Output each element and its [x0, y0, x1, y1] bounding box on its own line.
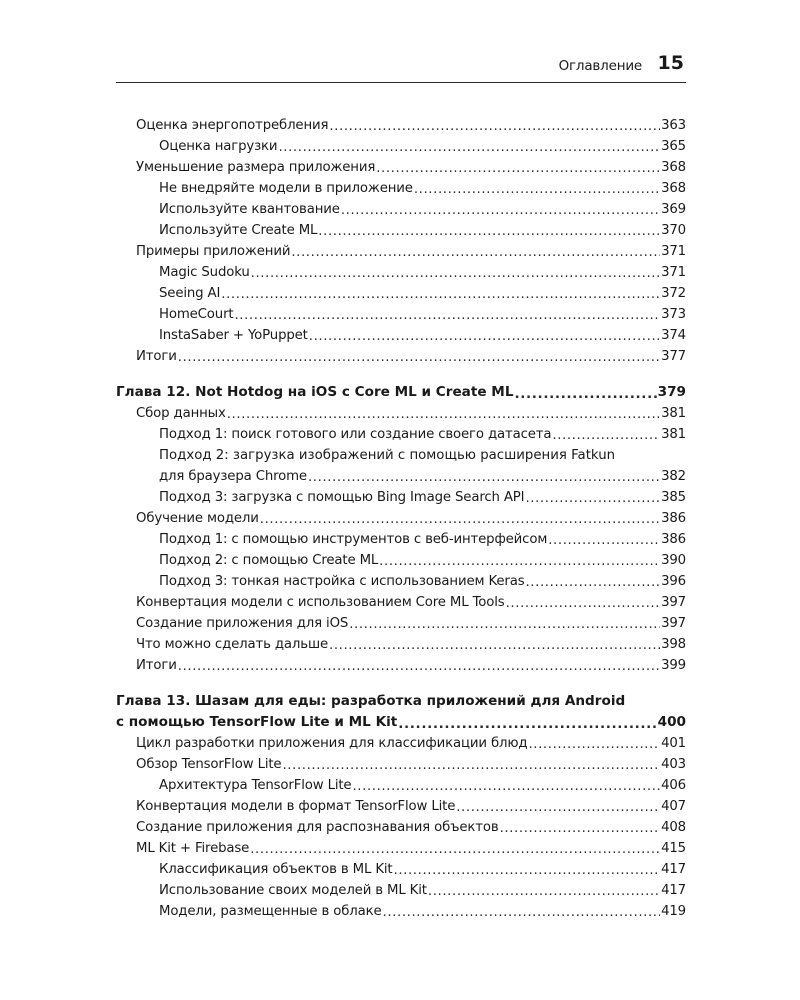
- toc-entry[interactable]: [116, 157, 686, 178]
- toc-entry[interactable]: [116, 178, 686, 199]
- leader-dots: [221, 286, 660, 304]
- toc-page-number: 381: [661, 406, 686, 421]
- toc-entry-label: Используйте Create ML: [159, 223, 318, 238]
- running-header: [116, 52, 686, 80]
- page-number: 15: [657, 52, 684, 74]
- toc-entry-label: Использование своих моделей в ML Kit: [159, 883, 427, 898]
- toc-entry[interactable]: [116, 655, 686, 676]
- toc-section-chapter-13: [116, 733, 686, 922]
- toc-entry-label: Что можно сделать дальше: [136, 637, 328, 652]
- toc-entry-label: Подход 1: с помощью инструментов с веб-интерфейсом: [159, 532, 548, 547]
- toc-entry[interactable]: [116, 754, 686, 775]
- toc-entry-label: Оценка нагрузки: [159, 139, 278, 154]
- toc-entry[interactable]: [116, 487, 686, 508]
- leader-dots: [398, 715, 656, 733]
- toc-page-number: 368: [661, 181, 686, 196]
- leader-dots: [500, 820, 660, 838]
- toc-chapter-label-line2: с помощью TensorFlow Lite и ML Kit: [116, 714, 398, 730]
- toc-page-number: 365: [661, 139, 686, 154]
- toc-page-number: 385: [661, 490, 686, 505]
- toc-page-number: 372: [661, 286, 686, 301]
- toc-entry-label: Создание приложения для распознавания объектов: [136, 820, 499, 835]
- toc-entry-label: Итоги: [136, 349, 177, 364]
- toc-page-number: 381: [661, 427, 686, 442]
- leader-dots: [341, 202, 660, 220]
- toc-entry-label: Модели, размещенные в облаке: [159, 904, 382, 919]
- toc-page-number: 397: [661, 595, 686, 610]
- leader-dots: [349, 616, 660, 634]
- toc-chapter-label-line1: Глава 13. Шазам для еды: разработка приложений для Android: [116, 693, 626, 709]
- leader-dots: [329, 637, 660, 655]
- toc-entry-label: Подход 1: поиск готового или создание своего датасета: [159, 427, 552, 442]
- toc-page-number: 419: [661, 904, 686, 919]
- toc-page-number: 373: [661, 307, 686, 322]
- toc-page-number: 386: [661, 511, 686, 526]
- toc-entry-label: Сбор данных: [136, 406, 226, 421]
- toc-entry[interactable]: [116, 571, 686, 592]
- leader-dots: [515, 385, 657, 403]
- toc-entry[interactable]: [116, 136, 686, 157]
- leader-dots: [227, 406, 660, 424]
- toc-entry-label: Цикл разработки приложения для классификации блюд: [136, 736, 528, 751]
- leader-dots: [456, 799, 660, 817]
- leader-dots: [414, 181, 660, 199]
- toc-entry-label: HomeCourt: [159, 307, 234, 322]
- toc-entry-label: ML Kit + Firebase: [136, 841, 250, 856]
- toc-entry-multiline[interactable]: [116, 445, 686, 487]
- toc-page-number: 386: [661, 532, 686, 547]
- toc-chapter-label: Глава 12. Not Hotdog на iOS с Core ML и Create ML: [116, 384, 514, 400]
- toc-entry[interactable]: [116, 241, 686, 262]
- toc-entry-label: Оценка энергопотребления: [136, 118, 329, 133]
- leader-dots: [528, 736, 660, 754]
- leader-dots: [291, 244, 660, 262]
- toc-page-number: 401: [661, 736, 686, 751]
- leader-dots: [282, 757, 660, 775]
- toc-section-chapter-12-b: [116, 487, 686, 676]
- toc-page-number: 379: [657, 384, 686, 400]
- leader-dots: [318, 223, 660, 241]
- leader-dots: [379, 553, 660, 571]
- toc-entry-label: Конвертация модели в формат TensorFlow Lite: [136, 799, 456, 814]
- leader-dots: [309, 328, 660, 346]
- toc-entry[interactable]: [116, 592, 686, 613]
- leader-dots: [250, 841, 660, 859]
- toc-chapter-12[interactable]: [116, 382, 686, 403]
- toc-page-number: 400: [657, 714, 686, 730]
- toc-entry-label: Не внедряйте модели в приложение: [159, 181, 413, 196]
- toc-page-number: 399: [661, 658, 686, 673]
- toc-entry[interactable]: [116, 901, 686, 922]
- toc-page-number: 363: [661, 118, 686, 133]
- toc-page-number: 382: [661, 469, 686, 484]
- toc-entry[interactable]: [116, 634, 686, 655]
- toc-page-number: 417: [661, 883, 686, 898]
- toc-entry-label: Конвертация модели с использованием Core ML Tools: [136, 595, 505, 610]
- toc-entry-label: Seeing AI: [159, 286, 221, 301]
- toc-section-chapter-11-tail: [116, 115, 686, 367]
- toc-page-number: 371: [661, 265, 686, 280]
- toc-page-number: 398: [661, 637, 686, 652]
- toc-page-number: 407: [661, 799, 686, 814]
- toc-entry[interactable]: [116, 550, 686, 571]
- toc-entry-label: Подход 2: с помощью Create ML: [159, 553, 379, 568]
- header-rule: [116, 82, 686, 83]
- toc-chapter-13[interactable]: [116, 691, 686, 733]
- leader-dots: [428, 883, 660, 901]
- leader-dots: [525, 490, 660, 508]
- leader-dots: [234, 307, 660, 325]
- toc-entry[interactable]: [116, 733, 686, 754]
- toc-page-number: 374: [661, 328, 686, 343]
- leader-dots: [251, 265, 660, 283]
- leader-dots: [178, 349, 660, 367]
- toc-entry-label: Подход 3: загрузка с помощью Bing Image Search API: [159, 490, 525, 505]
- leader-dots: [394, 862, 661, 880]
- toc-page-number: 408: [661, 820, 686, 835]
- running-header-title: Оглавление: [558, 58, 642, 74]
- toc-entry-label: Используйте квантование: [159, 202, 340, 217]
- leader-dots: [506, 595, 660, 613]
- toc-entry[interactable]: [116, 508, 686, 529]
- leader-dots: [178, 658, 660, 676]
- toc-entry-label: Подход 3: тонкая настройка с использованием Keras: [159, 574, 525, 589]
- toc-page-number: 377: [661, 349, 686, 364]
- leader-dots: [329, 118, 660, 136]
- toc-entry[interactable]: [116, 775, 686, 796]
- toc-entry-label: Создание приложения для iOS: [136, 616, 349, 631]
- toc-page-number: 369: [661, 202, 686, 217]
- toc-page-number: 390: [661, 553, 686, 568]
- toc-entry[interactable]: [116, 880, 686, 901]
- toc-entry-label: Magic Sudoku: [159, 265, 250, 280]
- table-of-contents: [116, 115, 686, 922]
- leader-dots: [383, 904, 661, 922]
- toc-entry-label: Обучение модели: [136, 511, 259, 526]
- toc-entry[interactable]: [116, 859, 686, 880]
- leader-dots: [352, 778, 660, 796]
- toc-entry-label: Классификация объектов в ML Kit: [159, 862, 393, 877]
- toc-entry-label: InstaSaber + YoPuppet: [159, 328, 308, 343]
- toc-entry[interactable]: [116, 346, 686, 367]
- leader-dots: [548, 532, 660, 550]
- leader-dots: [308, 469, 660, 487]
- toc-page-number: 406: [661, 778, 686, 793]
- toc-entry-label: Архитектура TensorFlow Lite: [159, 778, 352, 793]
- toc-entry[interactable]: [116, 115, 686, 136]
- toc-entry[interactable]: [116, 262, 686, 283]
- toc-entry-label: Обзор TensorFlow Lite: [136, 757, 282, 772]
- toc-entry[interactable]: [116, 817, 686, 838]
- toc-entry[interactable]: [116, 199, 686, 220]
- toc-entry[interactable]: [116, 325, 686, 346]
- toc-page-number: 396: [661, 574, 686, 589]
- toc-entry[interactable]: [116, 283, 686, 304]
- toc-entry[interactable]: [116, 838, 686, 859]
- toc-entry[interactable]: [116, 529, 686, 550]
- toc-entry[interactable]: [116, 613, 686, 634]
- toc-entry[interactable]: [116, 424, 686, 445]
- toc-section-chapter-12-a: [116, 403, 686, 445]
- toc-page-number: 397: [661, 616, 686, 631]
- toc-entry[interactable]: [116, 220, 686, 241]
- toc-entry[interactable]: [116, 304, 686, 325]
- leader-dots: [260, 511, 660, 529]
- toc-entry-label: Итоги: [136, 658, 177, 673]
- toc-page-number: 368: [661, 160, 686, 175]
- leader-dots: [278, 139, 660, 157]
- toc-page-number: 371: [661, 244, 686, 259]
- toc-page-number: 370: [661, 223, 686, 238]
- toc-page-number: 415: [661, 841, 686, 856]
- toc-entry[interactable]: [116, 403, 686, 424]
- toc-entry-label: Примеры приложений: [136, 244, 291, 259]
- leader-dots: [525, 574, 660, 592]
- toc-entry[interactable]: [116, 796, 686, 817]
- leader-dots: [552, 427, 660, 445]
- toc-entry-label-line2: для браузера Chrome: [159, 469, 307, 484]
- toc-page-number: 417: [661, 862, 686, 877]
- toc-page-number: 403: [661, 757, 686, 772]
- leader-dots: [376, 160, 660, 178]
- toc-entry-label-line1: Подход 2: загрузка изображений с помощью расширения Fatkun: [159, 448, 616, 463]
- toc-entry-label: Уменьшение размера приложения: [136, 160, 376, 175]
